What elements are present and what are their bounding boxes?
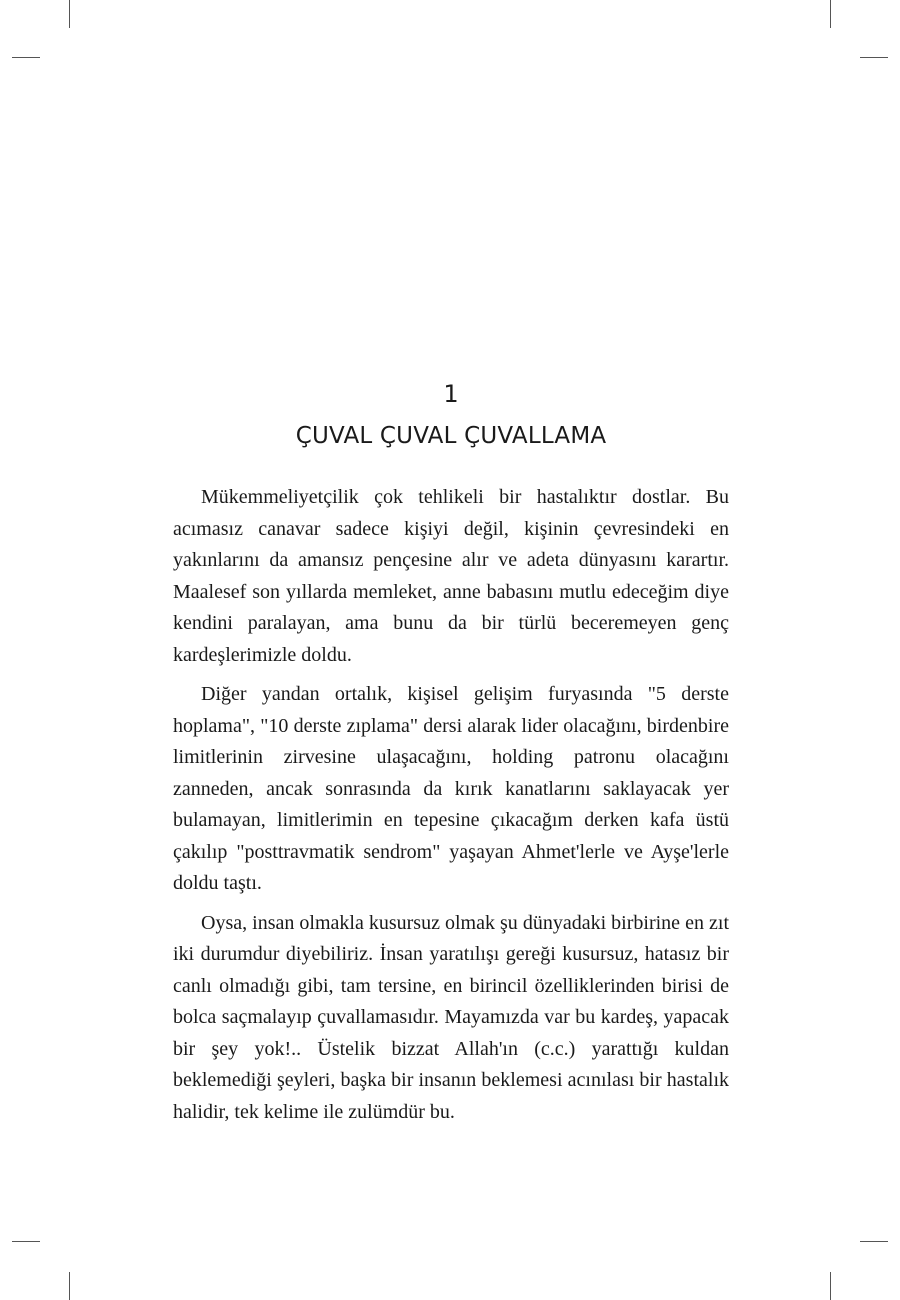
crop-mark-top-right-h bbox=[860, 57, 888, 58]
chapter-number: 1 bbox=[443, 380, 459, 408]
crop-mark-bottom-right bbox=[830, 1272, 831, 1300]
crop-mark-top-right bbox=[830, 0, 831, 28]
crop-mark-top-left-h bbox=[12, 57, 40, 58]
crop-mark-top-left bbox=[69, 0, 70, 28]
chapter-body bbox=[173, 482, 729, 1136]
paragraph: Oysa, insan olmakla kusursuz olmak şu dünyadaki birbirine en zıt iki durumdur diyebiliriz. İnsan yaratılışı gereği kusursuz, hatasız bir canlı olmadığı gibi, tam tersine, en birincil özelliklerinden birisi de bolca saçmalayıp çuvallamasıdır. Mayamızda var bu kardeş, yapacak bir şey yok!.. Üstelik bizzat Allah'ın (c.c.) yarattığı kuldan beklemediği şeyleri, başka bir insanın beklemesi acınılası bir hastalık halidir, tek kelime ile zulümdür bu. bbox=[173, 911, 729, 1123]
paragraph: Mükemmeliyetçilik çok tehlikeli bir hastalıktır dostlar. Bu acımasız canavar sadece kişiyi değil, kişinin çevresindeki en yakınlarını da amansız pençesine alır ve adeta dünyasını karartır. Maalesef son yıllarda memleket, anne babasını mutlu edeceğim diye kendini paralayan, ama bunu da bir türlü beceremeyen genç kardeşlerimizle doldu. bbox=[173, 486, 729, 666]
chapter-title: ÇUVAL ÇUVAL ÇUVALLAMA bbox=[295, 423, 607, 449]
chapter-header bbox=[173, 378, 729, 452]
paragraph: Diğer yandan ortalık, kişisel gelişim furyasında "5 derste hoplama", "10 derste zıplama" dersi alarak lider olacağını, birdenbire limitlerinin zirvesine ulaşacağını, holding patronu olacağını zanneden, ancak sonrasında da kırık kanatlarını saklayacak yer bulamayan, limitlerimin en tepesine çıkacağım derken kafa üstü çakılıp "posttravmatik sendrom" yaşayan Ahmet'lerle ve Ayşe'lerle doldu taştı. bbox=[173, 683, 729, 894]
crop-mark-bottom-right-h bbox=[860, 1241, 888, 1242]
crop-mark-bottom-left bbox=[69, 1272, 70, 1300]
crop-mark-bottom-left-h bbox=[12, 1241, 40, 1242]
